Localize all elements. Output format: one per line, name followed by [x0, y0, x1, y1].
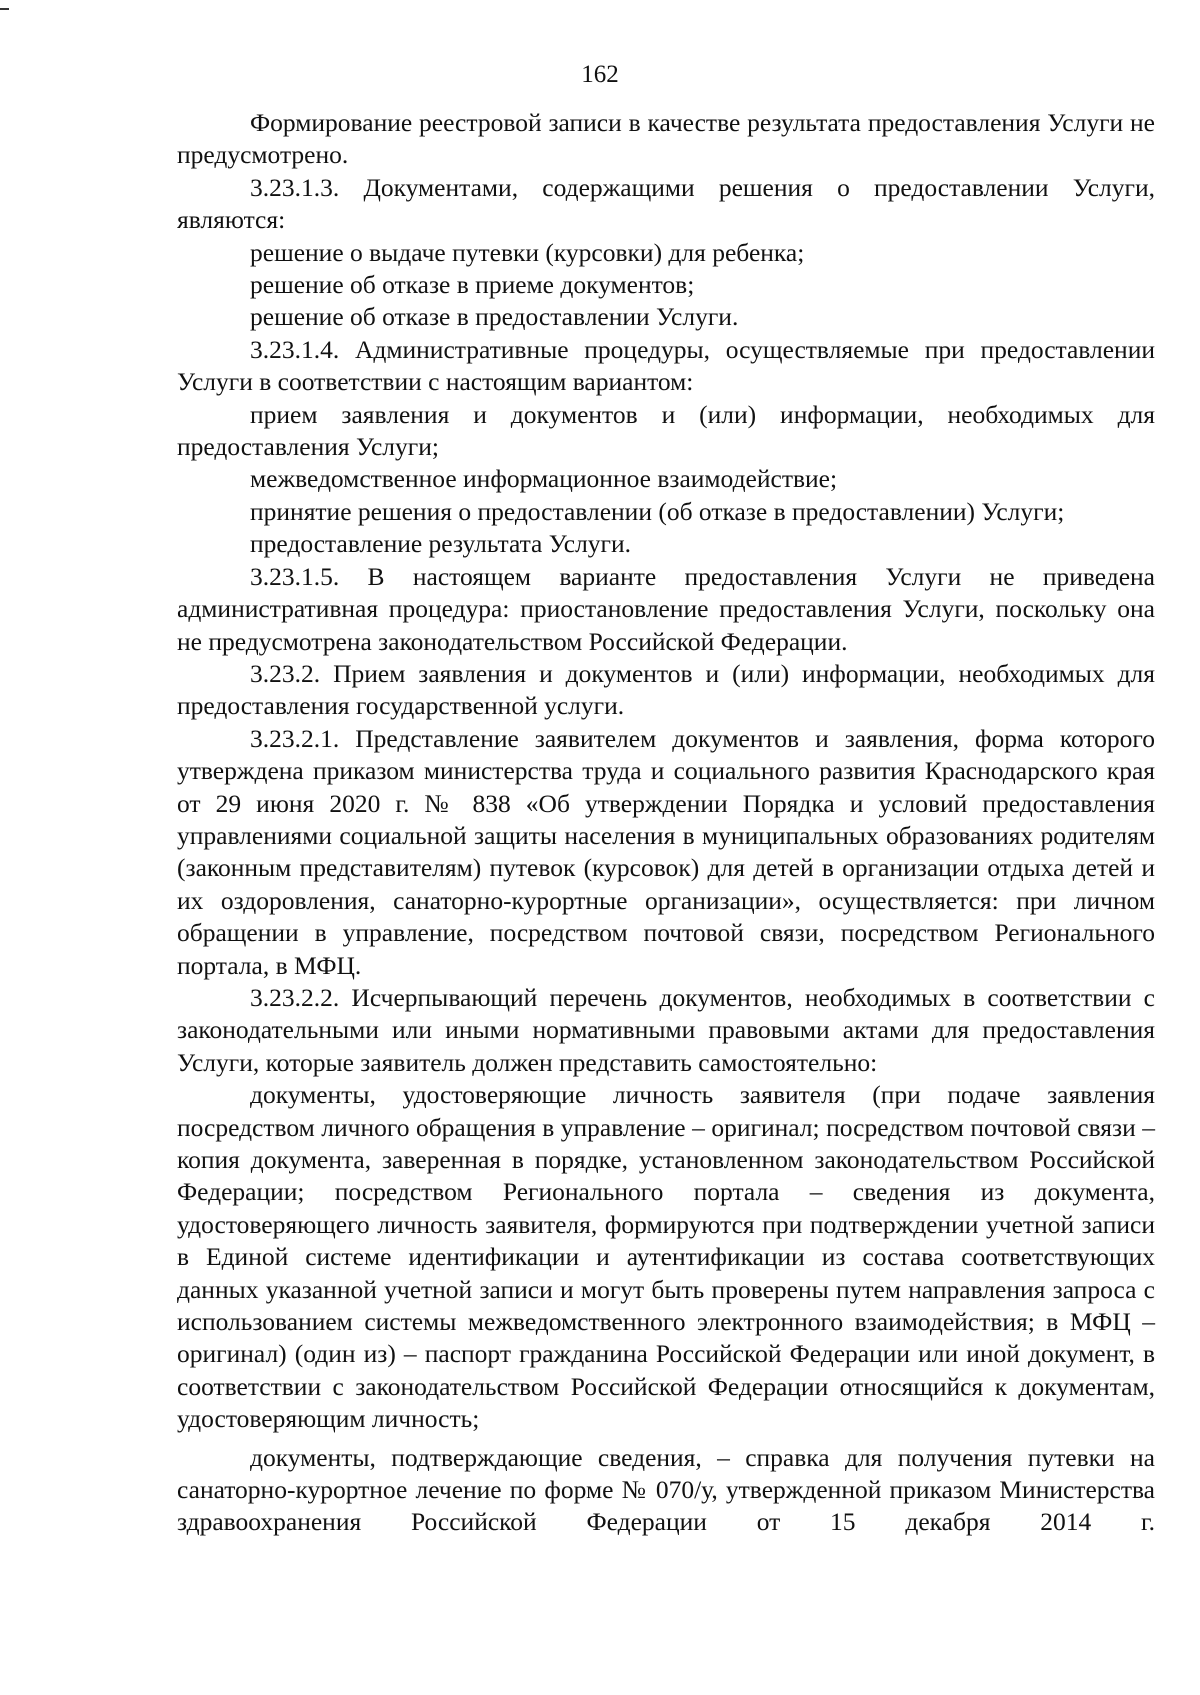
- page-number: 162: [581, 61, 619, 88]
- paragraph: прием заявления и документов и (или) информации, необходимых для предоставления Услуги;: [177, 399, 1155, 462]
- document-body: [177, 107, 1155, 1539]
- paragraph: 3.23.1.4. Административные процедуры, осуществляемые при предоставлении Услуги в соответствии с настоящим вариантом:: [177, 334, 1155, 397]
- paragraph: документы, подтверждающие сведения, – справка для получения путевки на санаторно-курортное лечение по форме № 070/у, утвержденной приказом Министерства здравоохранения Российской Федерации от 15 декабря 2014 г.: [177, 1442, 1155, 1537]
- paragraph: документы, удостоверяющие личность заявителя (при подаче заявления посредством личного обращения в управление – оригинал; посредством почтовой связи – копия документа, заверенная в порядке, установленном законодательством Российской Федерации; посредством Регионального портала – сведения из документа, удостоверяющего личность заявителя, формируются при подтверждении учетной записи в Единой системе идентификации и аутентификации из состава соответствующих данных указанной учетной записи и могут быть проверены путем направления запроса с использованием системы межведомственного электронного взаимодействия; в МФЦ – оригинал) (один из) – паспорт гражданина Российской Федерации или иной документ, в соответствии с законодательством Российской Федерации относящийся к документам, удостоверяющим личность;: [177, 1080, 1155, 1434]
- paragraph: принятие решения о предоставлении (об отказе в предоставлении) Услуги;: [250, 496, 1065, 526]
- paragraph: решение о выдаче путевки (курсовки) для ребенка;: [250, 237, 805, 267]
- scan-mark: [0, 8, 9, 10]
- paragraph: 3.23.1.5. В настоящем варианте предоставления Услуги не приведена административная процедура: приостановление предоставления Услуги, поскольку она не предусмотрена законодательством Российской Федерации.: [177, 561, 1155, 656]
- paragraph: решение об отказе в приеме документов;: [250, 270, 695, 300]
- paragraph: 3.23.1.3. Документами, содержащими решения о предоставлении Услуги, являются:: [177, 172, 1155, 235]
- paragraph: предоставление результата Услуги.: [250, 529, 632, 559]
- paragraph: межведомственное информационное взаимодействие;: [250, 464, 838, 494]
- paragraph: Формирование реестровой записи в качестве результата предоставления Услуги не предусмотрено.: [177, 108, 1155, 170]
- paragraph: 3.23.2.2. Исчерпывающий перечень документов, необходимых в соответствии с законодательными или иными нормативными правовыми актами для предоставления Услуги, которые заявитель должен представить самостоятельно:: [177, 982, 1155, 1077]
- paragraph: 3.23.2.1. Представление заявителем документов и заявления, форма которого утверждена приказом министерства труда и социального развития Краснодарского края от 29 июня 2020 г. № 838 «Об утверждении Порядка и условий предоставления управлениями социальной защиты населения в муниципальных образованиях родителям (законным представителям) путевок (курсовок) для детей в организации отдыха детей и их оздоровления, санаторно-курортные организации», осуществляется: при личном обращении в управление, посредством почтовой связи, посредством Регионального портала, в МФЦ.: [177, 723, 1155, 980]
- paragraph: 3.23.2. Прием заявления и документов и (или) информации, необходимых для предоставления государственной услуги.: [177, 658, 1155, 721]
- paragraph: решение об отказе в предоставлении Услуги.: [250, 302, 739, 332]
